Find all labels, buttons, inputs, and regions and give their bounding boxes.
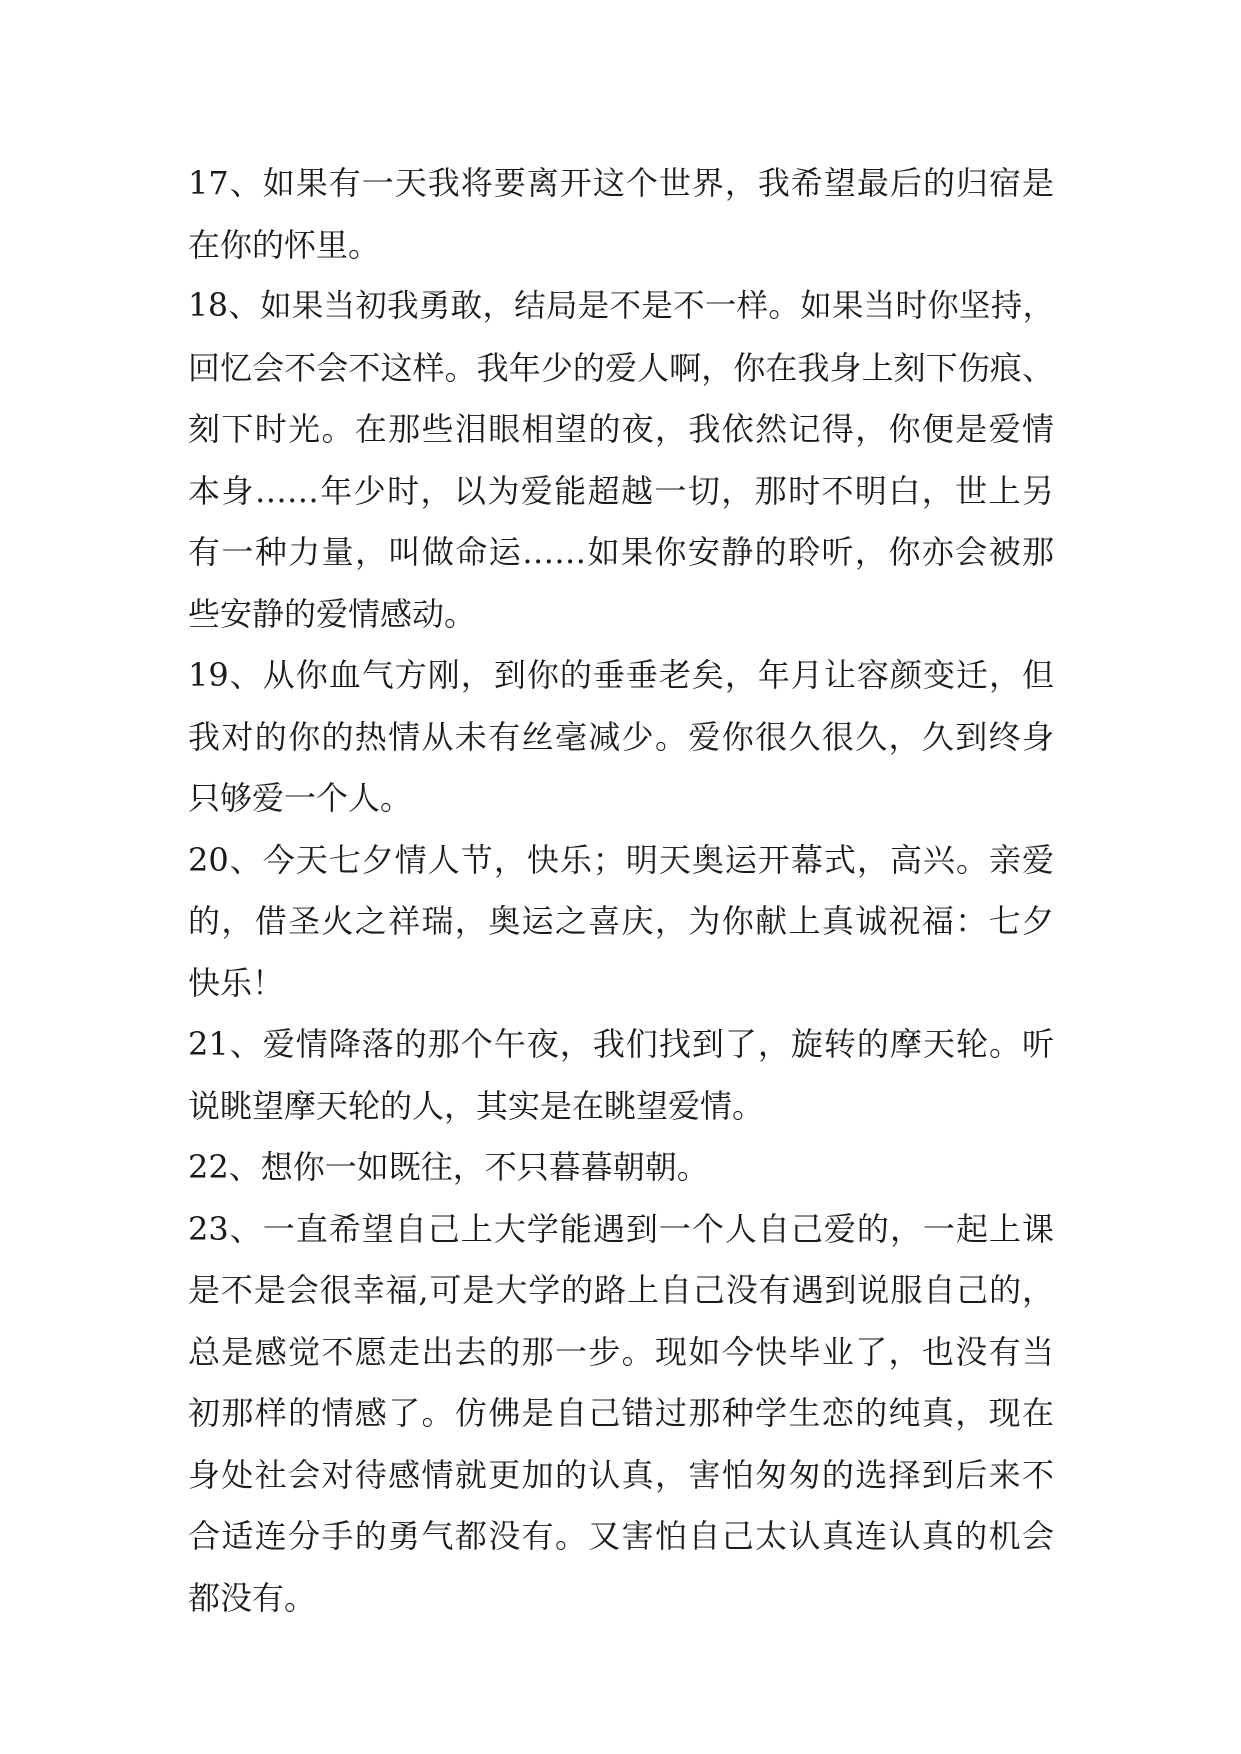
entry-22 bbox=[188, 1137, 1054, 1199]
entry-line: 些安静的爱情感动。 bbox=[188, 594, 477, 633]
entry-line: 18、如果当初我勇敢，结局是不是不一样。如果当时你坚持， bbox=[188, 288, 1054, 324]
entry-line: 23、一直希望自己上大学能遇到一个人自己爱的，一起上课 bbox=[188, 1209, 1054, 1248]
entry-line: 有一种力量，叫做命运……如果你安静的聆听，你亦会被那 bbox=[188, 533, 1054, 571]
entry-line: 在你的怀里。 bbox=[188, 225, 381, 264]
entry-line: 的，借圣火之祥瑞，奥运之喜庆，为你献上真诚祝福：七夕 bbox=[188, 902, 1054, 940]
entry-line: 我对的你的热情从未有丝毫减少。爱你很久很久，久到终身 bbox=[188, 717, 1054, 756]
entry-line: 回忆会不会不这样。我年少的爱人啊，你在我身上刻下伤痕、 bbox=[188, 348, 1054, 387]
entry-17 bbox=[188, 153, 1054, 276]
entry-line: 都没有。 bbox=[188, 1578, 317, 1617]
entry-line: 初那样的情感了。仿佛是自己错过那种学生恋的纯真，现在 bbox=[188, 1394, 1054, 1432]
entry-21 bbox=[188, 1014, 1054, 1137]
entry-line: 刻下时光。在那些泪眼相望的夜，我依然记得，你便是爱情 bbox=[188, 410, 1054, 448]
document-body bbox=[188, 153, 1054, 1629]
entry-19 bbox=[188, 645, 1054, 830]
entry-line: 是不是会很幸福,可是大学的路上自己没有遇到说服自己的， bbox=[188, 1271, 1054, 1309]
entry-line: 说眺望摩天轮的人，其实是在眺望爱情。 bbox=[188, 1086, 765, 1125]
entry-line: 20、今天七夕情人节，快乐；明天奥运开幕式，高兴。亲爱 bbox=[188, 840, 1054, 879]
entry-line: 本身……年少时，以为爱能超越一切，那时不明白，世上另 bbox=[188, 471, 1054, 510]
entry-line: 身处社会对待感情就更加的认真，害怕匆匆的选择到后来不 bbox=[188, 1455, 1054, 1494]
entry-23 bbox=[188, 1199, 1054, 1630]
entry-line: 19、从你血气方刚，到你的垂垂老矣，年月让容颜变迁，但 bbox=[188, 656, 1054, 694]
entry-line: 只够爱一个人。 bbox=[188, 779, 413, 817]
entry-line: 21、爱情降落的那个午夜，我们找到了，旋转的摩天轮。听 bbox=[188, 1025, 1054, 1063]
entry-20 bbox=[188, 830, 1054, 1015]
entry-line: 合适连分手的勇气都没有。又害怕自己太认真连认真的机会 bbox=[188, 1517, 1054, 1555]
entry-line: 17、如果有一天我将要离开这个世界，我希望最后的归宿是 bbox=[188, 164, 1054, 202]
entry-line: 总是感觉不愿走出去的那一步。现如今快毕业了，也没有当 bbox=[188, 1332, 1054, 1371]
entry-line: 快乐！ bbox=[188, 963, 285, 1002]
entry-18 bbox=[188, 276, 1054, 645]
entry-line: 22、想你一如既往，不只暮暮朝朝。 bbox=[188, 1148, 709, 1186]
